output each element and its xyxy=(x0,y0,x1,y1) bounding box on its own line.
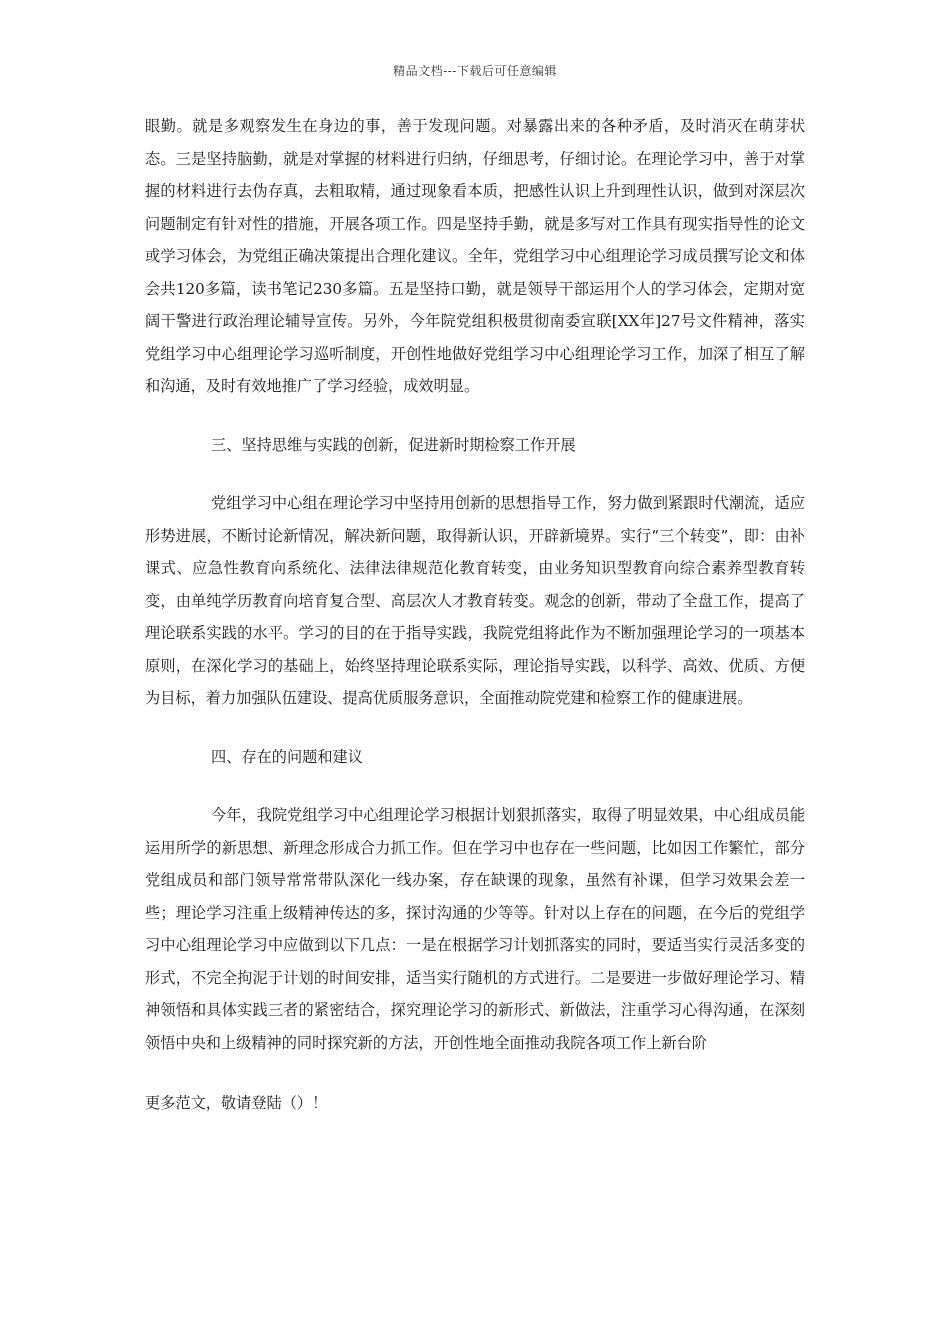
section-heading-3: 三、坚持思维与实践的创新，促进新时期检察工作开展 xyxy=(211,435,576,454)
paragraph-section-3: 党组学习中心组在理论学习中坚持用创新的思想指导工作，努力做到紧跟时代潮流，适应形势进展，不断讨论新情况，解决新问题，取得新认识，开辟新境界。实行“三个转变”，即：由补课式、应急性教育向系统化、法律法律规范化教育转变，由业务知识型教育向综合素养型教育转变，由单纯学历教育向培育复合型、高层次人才教育转变。观念的创新，带动了全盘工作，提高了理论联系实践的水平。学习的目的在于指导实践，我院党组将此作为不断加强理论学习的一项基本原则，在深化学习的基础上，始终坚持理论联系实际，理论指导实践，以科学、高效、优质、方便为目标，着力加强队伍建设、提高优质服务意识，全面推动院党建和检察工作的健康进展。 xyxy=(145,494,805,707)
spacer xyxy=(145,403,805,429)
document-body xyxy=(145,110,805,1120)
spacer xyxy=(145,773,805,799)
spacer xyxy=(145,715,805,741)
page-header: 精品文档---下载后可任意编辑 xyxy=(393,64,557,78)
paragraph-section-4: 今年，我院党组学习中心组理论学习根据计划狠抓落实，取得了明显效果，中心组成员能运用所学的新思想、新理念形成合力抓工作。但在学习中也存在一些问题，比如因工作繁忙，部分党组成员和部门领导常常带队深化一线办案，存在缺课的现象，虽然有补课，但学习效果会差一些；理论学习注重上级精神传达的多，探讨沟通的少等等。针对以上存在的问题，在今后的党组学习中心组理论学习中应做到以下几点：一是在根据学习计划抓落实的同时，要适当实行灵活多变的形式，不完全拘泥于计划的时间安排，适当实行随机的方式进行。二是要进一步做好理论学习、精神领悟和具体实践三者的紧密结合，探究理论学习的新形式、新做法，注重学习心得沟通，在深刻领悟中央和上级精神的同时探究新的方法，开创性地全面推动我院各项工作上新台阶 xyxy=(145,806,805,1052)
spacer xyxy=(145,1059,805,1087)
section-heading-4: 四、存在的问题和建议 xyxy=(211,747,363,766)
spacer xyxy=(145,461,805,487)
footer-note: 更多范文，敬请登陆（）！ xyxy=(145,1094,328,1112)
paragraph-continued: 眼勤。就是多观察发生在身边的事，善于发现问题。对暴露出来的各种矛盾，及时消灭在萌芽状态。三是坚持脑勤，就是对掌握的材料进行归纳，仔细思考，仔细讨论。在理论学习中，善于对掌握的材料进行去伪存真，去粗取精，通过现象看本质，把感性认识上升到理性认识，做到对深层次问题制定有针对性的措施，开展各项工作。四是坚持手勤，就是多写对工作具有现实指导性的论文或学习体会，为党组正确决策提出合理化建议。全年，党组学习中心组理论学习成员撰写论文和体会共120多篇，读书笔记230多篇。五是坚持口勤，就是领导干部运用个人的学习体会，定期对宽阔干警进行政治理论辅导宣传。另外，今年院党组积极贯彻南委宣联[XX年]27号文件精神，落实党组学习中心组理论学习巡听制度，开创性地做好党组学习中心组理论学习工作，加深了相互了解和沟通，及时有效地推广了学习经验，成效明显。 xyxy=(145,117,805,395)
